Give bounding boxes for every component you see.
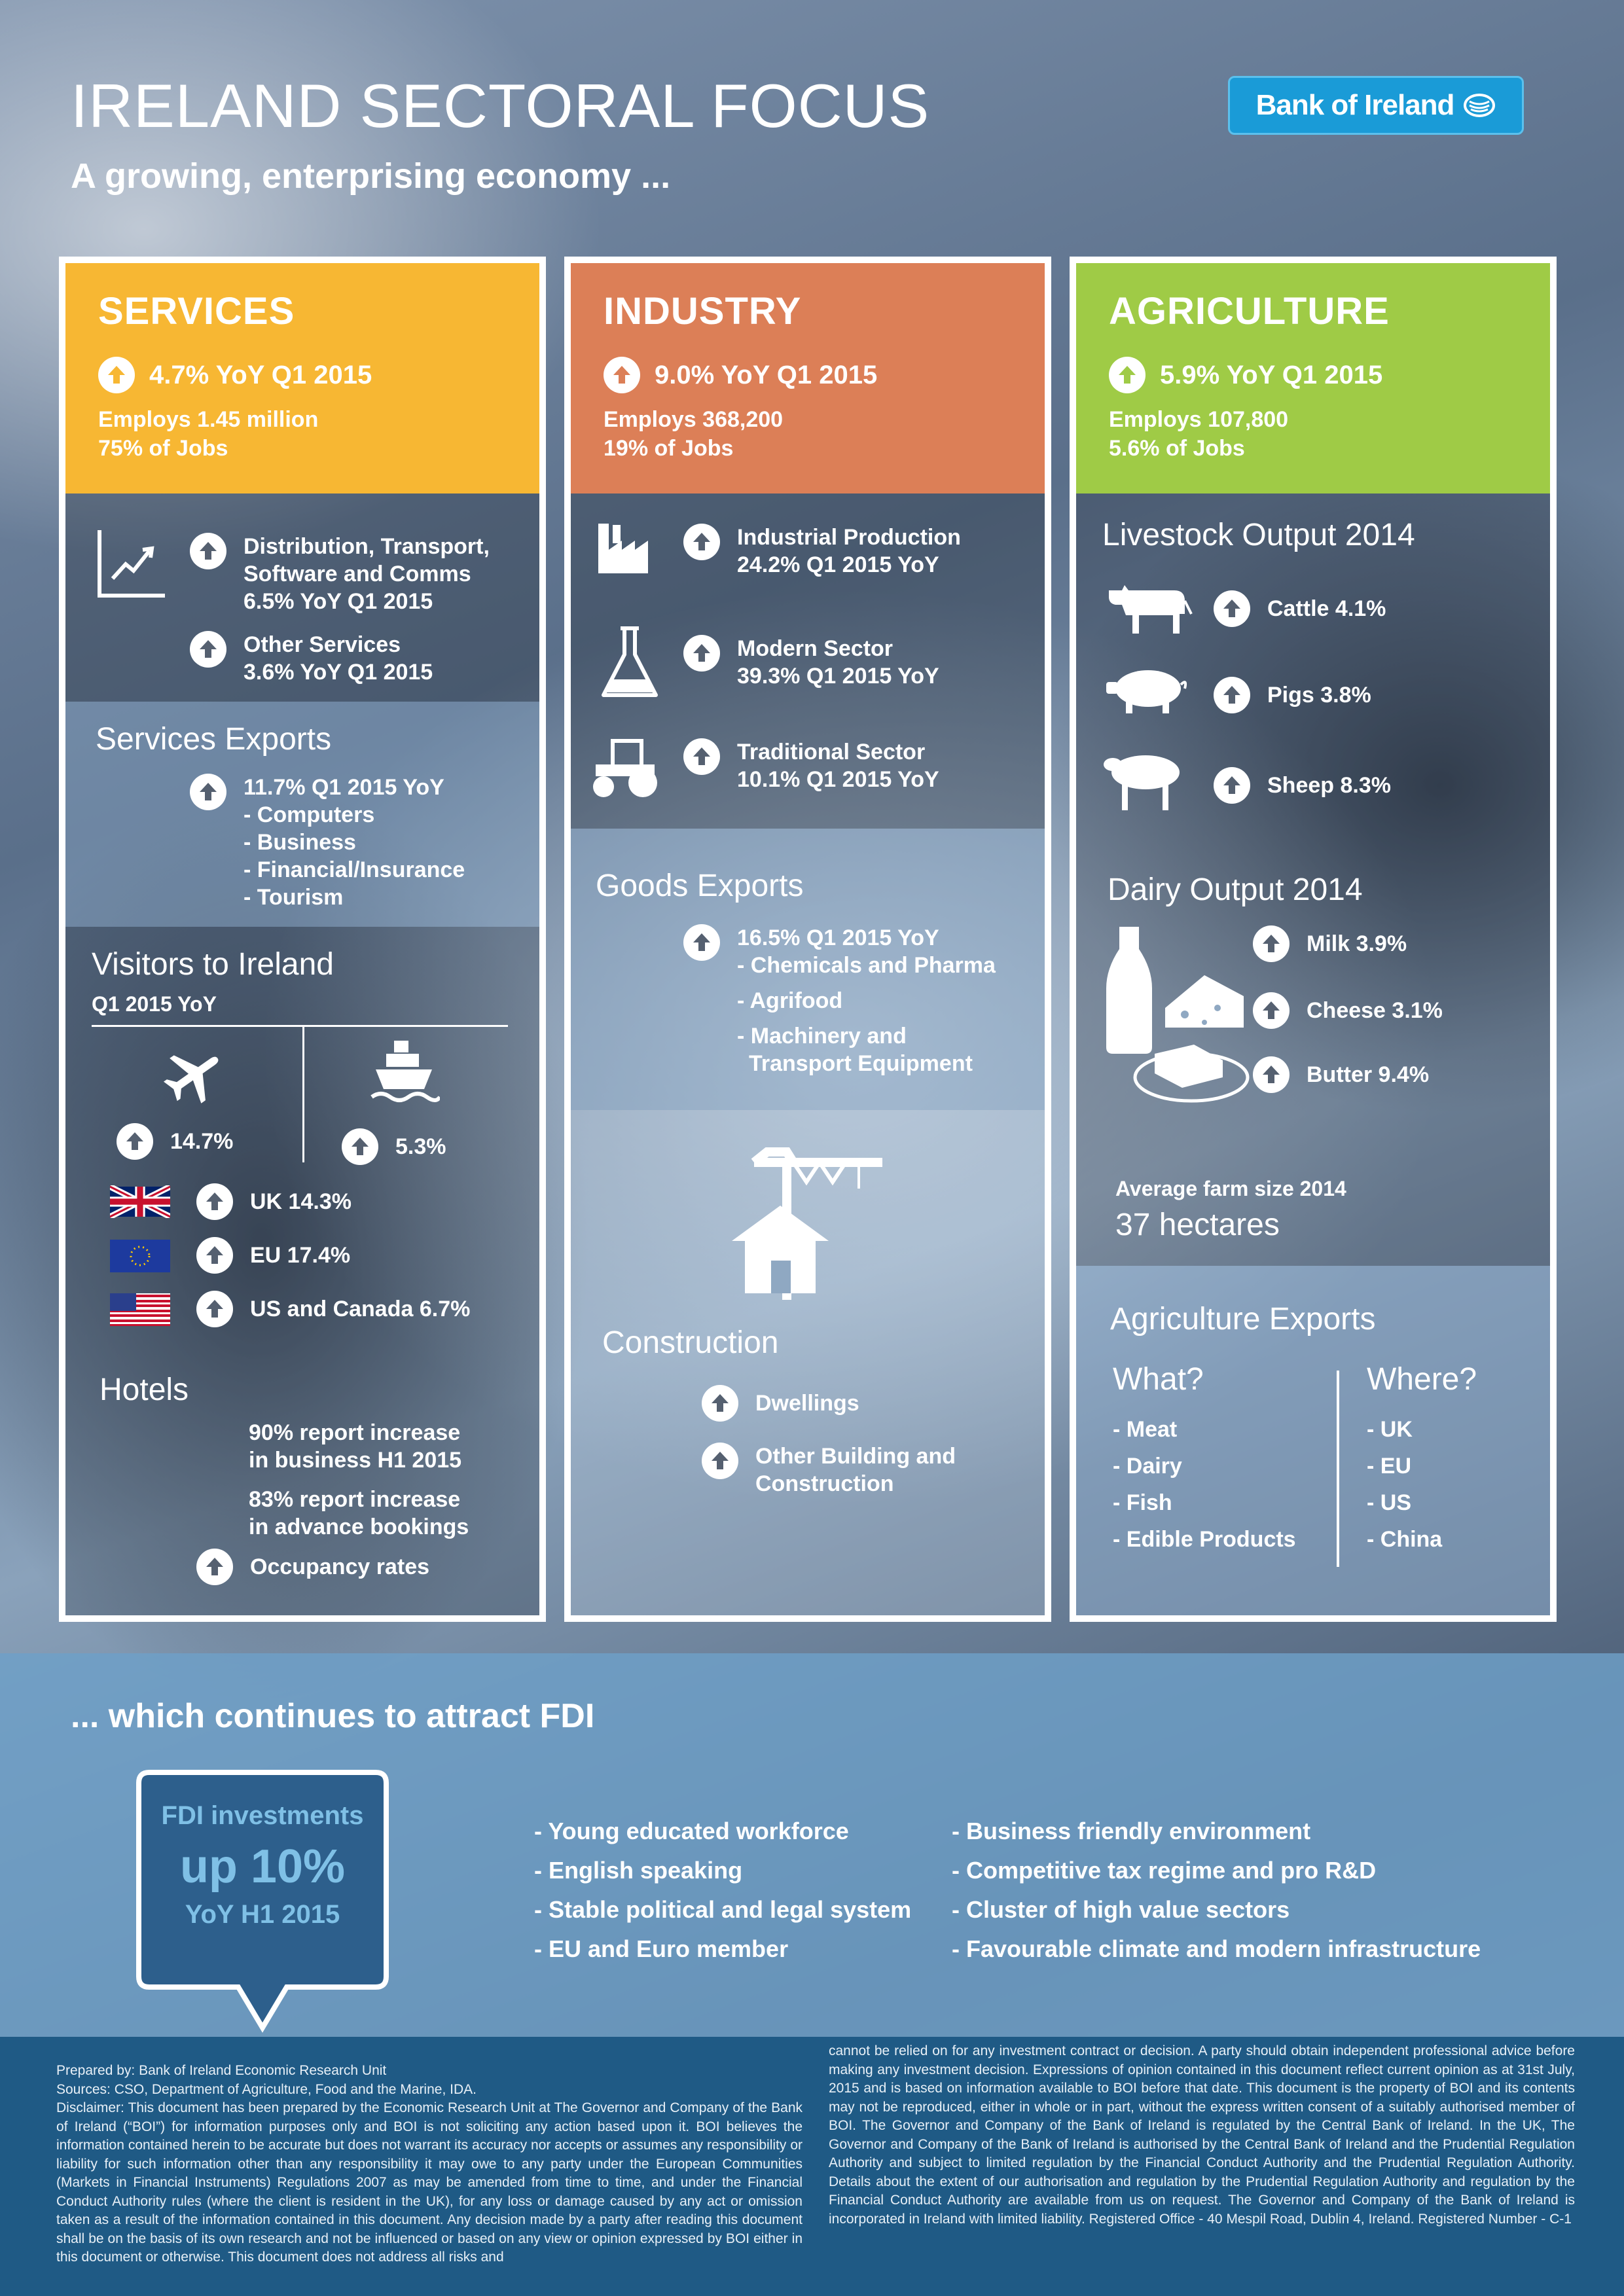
- sea-visitors: 5.3%: [395, 1134, 446, 1159]
- fdi-badge-line3: YoY H1 2015: [185, 1900, 340, 1929]
- where-item: - China: [1367, 1527, 1443, 1552]
- up-arrow-icon: [604, 357, 640, 393]
- where-item: - UK: [1367, 1417, 1413, 1442]
- up-arrow-icon: [683, 738, 720, 775]
- uk-flag: [110, 1185, 170, 1218]
- cow-icon: [1102, 577, 1194, 636]
- up-arrow-icon: [117, 1123, 153, 1160]
- fdi-heading: ... which continues to attract FDI: [71, 1697, 595, 1735]
- fdi-reasons-right: [952, 1812, 1481, 1969]
- services-title: SERVICES: [98, 290, 295, 332]
- footer-disclaimer: Disclaimer: This document has been prepared by the Economic Research Unit at The Governor and Company of the Bank of Ireland (“BOI”) for information purposes only and BOI is not soliciting any action based upon it. BOI believes the information contained herein to be accurate but does not warrant its accuracy nor accepts or assumes any responsibility or liability for such information other than any responsibility it may owe to any party under the European Communities (Markets in Financial Instruments) Regulations 2007 as may be amended from time to time, and under the Financial Conduct Authority rules (where the client is resident in the UK), for any loss or damage caused by any act or omission taken as a result of the information contained in this document. Any decision made by a party after reading this document shall be on the basis of its own research and not be influenced or based on any view or opinion expressed by BOI either in this document or otherwise. This document does not address all risks and: [56, 2100, 803, 2265]
- logo-emblem-icon: [1463, 92, 1496, 118]
- up-arrow-icon: [190, 533, 226, 569]
- services-subsectors: [65, 493, 539, 702]
- line-chart-icon: [96, 528, 168, 600]
- where-title: Where?: [1367, 1362, 1477, 1397]
- goods-exports: [571, 829, 1045, 1110]
- visitors-period: Q1 2015 YoY: [92, 992, 217, 1016]
- visitors-section: [65, 927, 539, 1622]
- page-title: IRELAND SECTORAL FOCUS: [71, 71, 930, 140]
- up-arrow-icon: [342, 1128, 378, 1165]
- livestock-title: Livestock Output 2014: [1102, 518, 1415, 552]
- construction-item: Construction: [755, 1471, 894, 1496]
- sheep-icon: [1102, 749, 1185, 812]
- fdi-reason: - Competitive tax regime and pro R&D: [952, 1857, 1377, 1884]
- up-arrow-icon: [1253, 1056, 1290, 1093]
- tractor-icon: [589, 736, 666, 800]
- footer-left: [56, 2062, 803, 2267]
- fdi-reason: - English speaking: [534, 1857, 743, 1884]
- up-arrow-icon: [98, 357, 135, 393]
- up-arrow-icon: [683, 924, 720, 961]
- up-arrow-icon: [190, 631, 226, 668]
- factory-icon: [594, 517, 660, 576]
- footer-right: cannot be relied on for any investment contract or decision. A party should obtain independent professional advice before making any investment decision. Expressions of opinion contained in this document reflect current opinion as at 31st July, 2015 and is based on information available to BOI before that date. This document is the property of BOI and its contents may not be reproduced, either in whole or in part, without the express written consent of a suitably authorised member of BOI. The Governor and Company of the Bank of Ireland is regulated by the Central Bank of Ireland. In the UK, The Governor and Company of the Bank of Ireland is authorised by the Central Bank of Ireland and the Prudential Regulation Authority and subject to limited regulation by the Financial Conduct Authority and the Prudential Regulation Authority. Details about the extent of our authorisation and regulation by the Prudential Regulation Authority and regulation by the Financial Conduct Authority are available from us on request. The Governor and Company of the Bank of Ireland is incorporated in Ireland with limited liability. Registered Office - 40 Mespil Road, Dublin 4, Ireland. Registered Number - C-1: [829, 2043, 1575, 2227]
- goods-exports-item: Transport Equipment: [749, 1051, 973, 1076]
- construction-crane-icon: [728, 1143, 892, 1306]
- goods-exports-title: Goods Exports: [596, 869, 804, 903]
- footer-sources: Sources: CSO, Department of Agriculture, Food and the Marine, IDA.: [56, 2081, 477, 2097]
- up-arrow-icon: [702, 1385, 738, 1422]
- dairy-item: Cheese 3.1%: [1307, 998, 1443, 1023]
- fdi-reasons-left: [534, 1812, 911, 1969]
- divider: [92, 1025, 508, 1027]
- goods-exports-item: - Chemicals and Pharma: [737, 953, 996, 978]
- livestock-item: Sheep 8.3%: [1267, 773, 1391, 798]
- services-employs: Employs 1.45 million: [98, 407, 319, 432]
- air-visitors: 14.7%: [170, 1129, 234, 1154]
- dairy-title: Dairy Output 2014: [1108, 872, 1363, 907]
- industry-item-label: Traditional Sector: [737, 740, 926, 764]
- fdi-reason: - Cluster of high value sectors: [952, 1896, 1290, 1923]
- pig-icon: [1102, 665, 1191, 715]
- industry-item-label: Modern Sector: [737, 636, 893, 661]
- industry-yoy: 9.0% YoY Q1 2015: [655, 360, 878, 389]
- agriculture-header: [1076, 263, 1550, 493]
- region-visitors: UK 14.3%: [250, 1189, 352, 1214]
- up-arrow-icon: [1214, 677, 1250, 713]
- agriculture-employs: Employs 107,800: [1109, 407, 1289, 432]
- flask-icon: [598, 624, 661, 703]
- up-arrow-icon: [196, 1549, 233, 1585]
- up-arrow-icon: [196, 1291, 233, 1327]
- services-header: [65, 263, 539, 493]
- exports-item: - Tourism: [244, 885, 344, 910]
- hotels-stat: 83% report increase: [249, 1487, 461, 1512]
- page-subtitle: A growing, enterprising economy ...: [71, 156, 671, 196]
- fdi-reason: - Young educated workforce: [534, 1818, 849, 1844]
- up-arrow-icon: [1253, 925, 1290, 962]
- construction-item: Other Building and: [755, 1444, 956, 1469]
- up-arrow-icon: [1253, 992, 1290, 1029]
- services-yoy-text: 4.7% YoY Q1 2015: [149, 360, 372, 389]
- up-arrow-icon: [1214, 590, 1250, 627]
- industry-item-value: 10.1% Q1 2015 YoY: [737, 767, 939, 792]
- agriculture-yoy: 5.9% YoY Q1 2015: [1160, 360, 1383, 389]
- livestock-item: Pigs 3.8%: [1267, 683, 1371, 708]
- fdi-badge-line1: FDI investments: [161, 1801, 364, 1830]
- services-yoy: [98, 357, 507, 393]
- exports-item: - Business: [244, 830, 356, 855]
- what-item: - Fish: [1113, 1490, 1172, 1515]
- industry-jobs: 19% of Jobs: [604, 436, 734, 461]
- hotels-stat: in business H1 2015: [249, 1448, 462, 1473]
- up-arrow-icon: [196, 1237, 233, 1274]
- agriculture-jobs: 5.6% of Jobs: [1109, 436, 1245, 461]
- industry-column: [564, 257, 1051, 1622]
- services-jobs: 75% of Jobs: [98, 436, 228, 461]
- ship-icon: [368, 1037, 440, 1109]
- hotels-stat: 90% report increase: [249, 1420, 461, 1445]
- divider: [302, 1025, 304, 1162]
- airplane-icon: [162, 1041, 228, 1107]
- fdi-reason: - Stable political and legal system: [534, 1896, 912, 1923]
- agriculture-output: [1076, 493, 1550, 1266]
- industry-title: INDUSTRY: [604, 290, 802, 332]
- fdi-badge-line2: up 10%: [179, 1840, 346, 1893]
- footer-prepared: Prepared by: Bank of Ireland Economic Research Unit: [56, 2063, 387, 2078]
- farm-size-value: 37 hectares: [1115, 1208, 1280, 1242]
- footer: [0, 2037, 1624, 2296]
- livestock-item: Cattle 4.1%: [1267, 596, 1386, 621]
- services-column: [59, 257, 546, 1622]
- divider: [1337, 1371, 1339, 1567]
- hotels-title: Hotels: [99, 1372, 189, 1407]
- dairy-item: Butter 9.4%: [1307, 1062, 1430, 1087]
- farm-size-label: Average farm size 2014: [1115, 1177, 1346, 1200]
- up-arrow-icon: [196, 1183, 233, 1220]
- where-item: - EU: [1367, 1454, 1411, 1479]
- what-title: What?: [1113, 1362, 1204, 1397]
- up-arrow-icon: [683, 524, 720, 560]
- exports-item: - Computers: [244, 802, 375, 827]
- services-exports: [65, 702, 539, 927]
- agri-exports-title: Agriculture Exports: [1110, 1302, 1376, 1336]
- industry-item-value: 24.2% Q1 2015 YoY: [737, 552, 939, 577]
- region-visitors: US and Canada 6.7%: [250, 1297, 471, 1321]
- goods-exports-value: 16.5% Q1 2015 YoY: [737, 925, 939, 950]
- agriculture-exports: [1076, 1266, 1550, 1622]
- up-arrow-icon: [1109, 357, 1146, 393]
- what-item: - Meat: [1113, 1417, 1178, 1442]
- us-flag: [110, 1293, 170, 1326]
- services-exports-title: Services Exports: [96, 722, 332, 757]
- exports-value: 11.7% Q1 2015 YoY: [244, 775, 444, 800]
- dairy-products-icon: [1106, 923, 1257, 1106]
- up-arrow-icon: [683, 635, 720, 672]
- up-arrow-icon: [702, 1443, 738, 1479]
- subsector-label: Distribution, Transport, Software and Comms: [244, 534, 490, 586]
- dairy-item: Milk 3.9%: [1307, 931, 1407, 956]
- industry-subsectors: [571, 493, 1045, 829]
- construction-item: Dwellings: [755, 1391, 859, 1416]
- fdi-reason: - EU and Euro member: [534, 1935, 789, 1962]
- exports-item: - Financial/Insurance: [244, 857, 465, 882]
- goods-exports-item: - Machinery and: [737, 1024, 907, 1049]
- fdi-reason: - Favourable climate and modern infrastructure: [952, 1935, 1481, 1962]
- hotels-stat: in advance bookings: [249, 1515, 469, 1539]
- where-item: - US: [1367, 1490, 1411, 1515]
- up-arrow-icon: [190, 774, 226, 810]
- up-arrow-icon: [1214, 767, 1250, 804]
- industry-employs: Employs 368,200: [604, 407, 784, 432]
- fdi-reason: - Business friendly environment: [952, 1818, 1311, 1844]
- construction-title: Construction: [602, 1325, 779, 1360]
- subsector-value: 6.5% YoY Q1 2015: [244, 589, 433, 614]
- fdi-section: [0, 1653, 1624, 2037]
- agriculture-column: [1070, 257, 1557, 1622]
- logo-text: Bank of Ireland: [1255, 89, 1454, 121]
- fdi-badge: [135, 1801, 390, 1929]
- region-visitors: EU 17.4%: [250, 1243, 351, 1268]
- bank-logo: [1228, 76, 1524, 135]
- industry-header: [571, 263, 1045, 493]
- eu-flag: [110, 1240, 170, 1272]
- hotels-occupancy: Occupancy rates: [250, 1554, 430, 1579]
- subsector-label: Other Services: [244, 632, 401, 657]
- construction-section: [571, 1110, 1045, 1622]
- industry-item-value: 39.3% Q1 2015 YoY: [737, 664, 939, 689]
- subsector-value: 3.6% YoY Q1 2015: [244, 660, 433, 685]
- goods-exports-item: - Agrifood: [737, 988, 843, 1013]
- what-item: - Edible Products: [1113, 1527, 1296, 1552]
- what-item: - Dairy: [1113, 1454, 1182, 1479]
- visitors-title: Visitors to Ireland: [92, 947, 334, 982]
- industry-item-label: Industrial Production: [737, 525, 961, 550]
- agriculture-title: AGRICULTURE: [1109, 290, 1390, 332]
